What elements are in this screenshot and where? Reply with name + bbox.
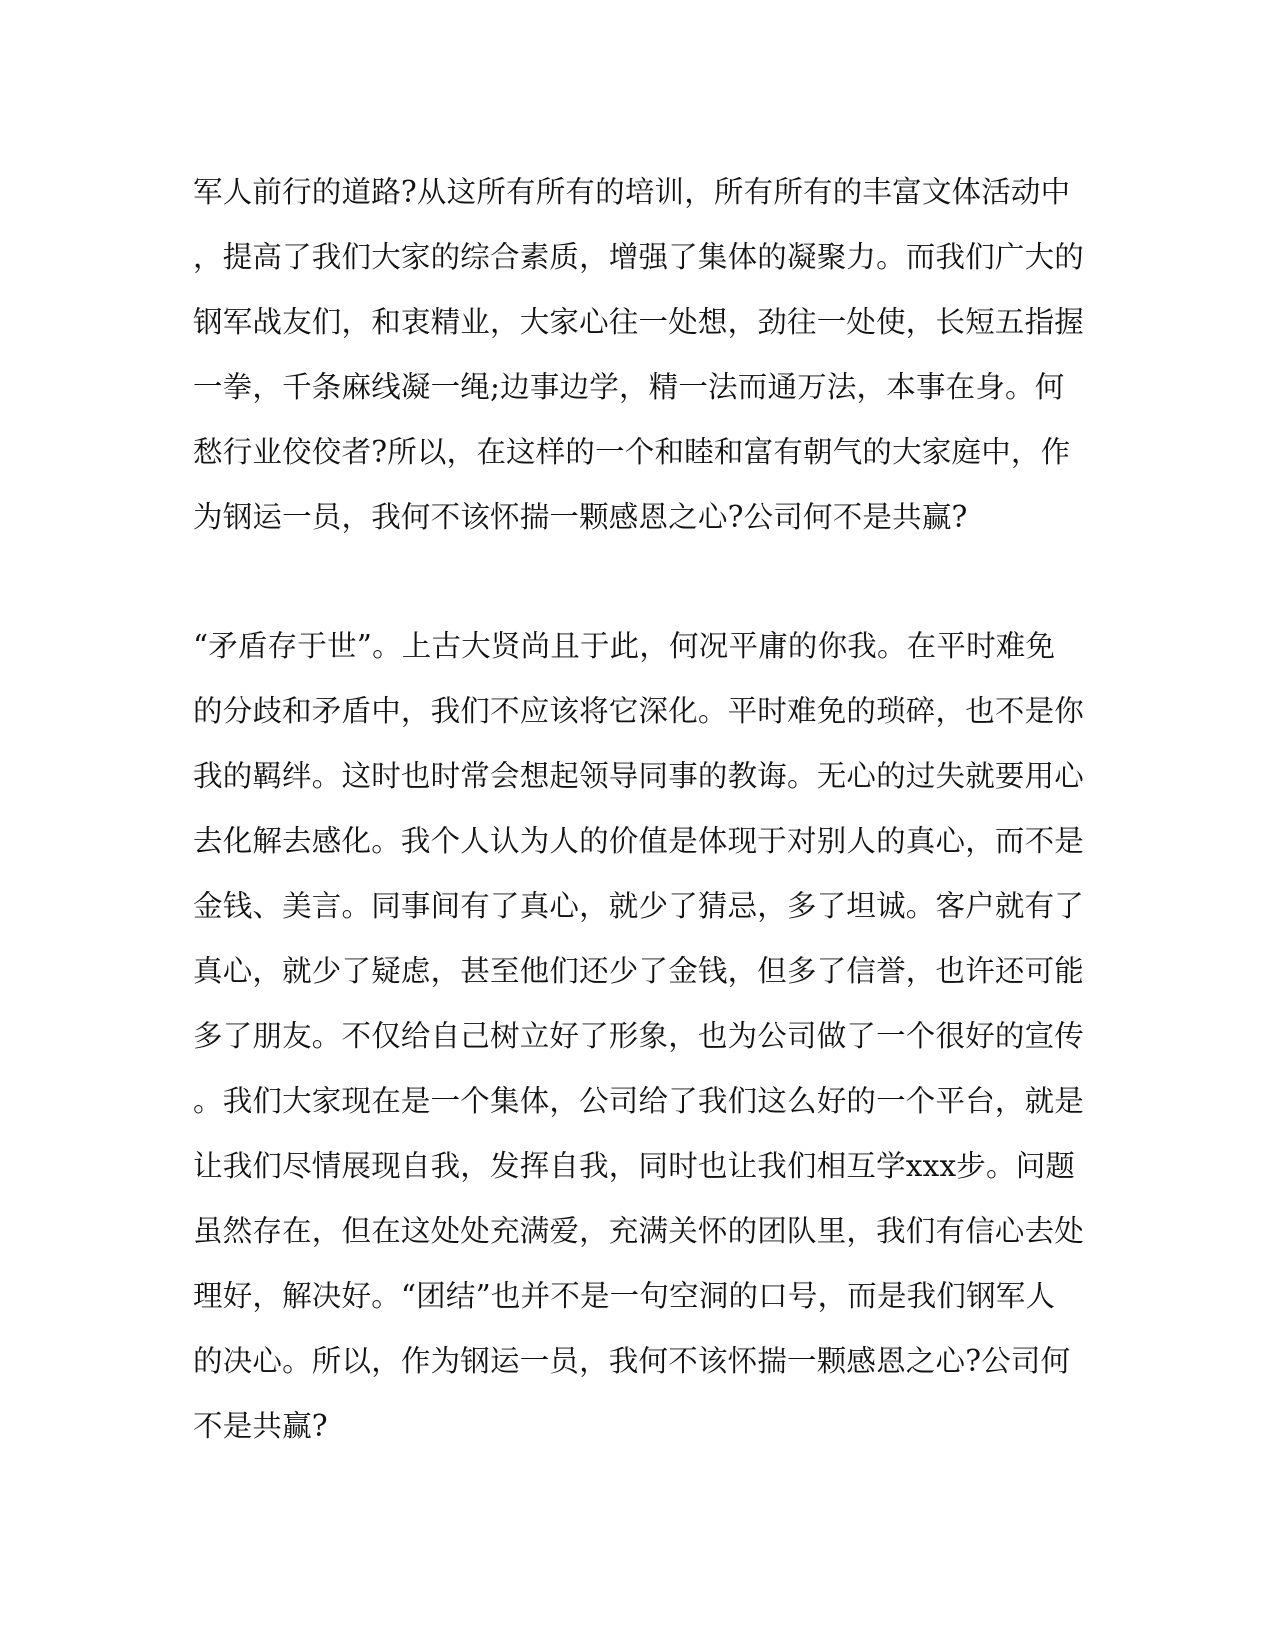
paragraph-1 [193, 160, 1085, 550]
text-line: 我的羁绊。这时也时常会想起领导同事的教诲。无心的过失就要用心 [193, 759, 1085, 793]
text-line: 为钢运一员，我何不该怀揣一颗感恩之心?公司何不是共赢? [193, 500, 968, 534]
text-line: 一拳，千条麻线凝一绳;边事边学，精一法而通万法，本事在身。何 [193, 370, 1065, 404]
text-line: 的决心。所以，作为钢运一员，我何不该怀揣一颗感恩之心?公司何 [193, 1344, 1071, 1378]
text-line: 多了朋友。不仅给自己树立好了形象，也为公司做了一个很好的宣传 [193, 1019, 1085, 1053]
text-line: 真心，就少了疑虑，甚至他们还少了金钱，但多了信誉，也许还可能 [193, 954, 1085, 988]
text-line: 让我们尽情展现自我，发挥自我，同时也让我们相互学xxx步。问题 [193, 1149, 1076, 1183]
text-line: 去化解去感化。我个人认为人的价值是体现于对别人的真心，而不是 [193, 824, 1085, 858]
paragraph-2 [193, 614, 1085, 1459]
text-line: 。我们大家现在是一个集体，公司给了我们这么好的一个平台，就是 [193, 1084, 1085, 1118]
text-line: 的分歧和矛盾中，我们不应该将它深化。平时难免的琐碎，也不是你 [193, 694, 1085, 728]
text-line: 军人前行的道路?从这所有所有的培训，所有所有的丰富文体活动中 [193, 175, 1071, 209]
text-line: 愁行业佼佼者?所以，在这样的一个和睦和富有朝气的大家庭中，作 [193, 435, 1071, 469]
text-line: 理好，解决好。“团结”也并不是一句空洞的口号，而是我们钢军人 [193, 1279, 1056, 1313]
text-line: 钢军战友们，和衷精业，大家心往一处想，劲往一处使，长短五指握 [193, 305, 1085, 339]
text-line: 金钱、美言。同事间有了真心，就少了猜忌，多了坦诚。客户就有了 [193, 889, 1085, 923]
text-line: “矛盾存于世”。上古大贤尚且于此，何况平庸的你我。在平时难免 [193, 629, 1056, 663]
text-line: 不是共赢? [193, 1409, 328, 1443]
text-line: ，提高了我们大家的综合素质，增强了集体的凝聚力。而我们广大的 [193, 240, 1085, 274]
text-line: 虽然存在，但在这处处充满爱，充满关怀的团队里，我们有信心去处 [193, 1214, 1085, 1248]
